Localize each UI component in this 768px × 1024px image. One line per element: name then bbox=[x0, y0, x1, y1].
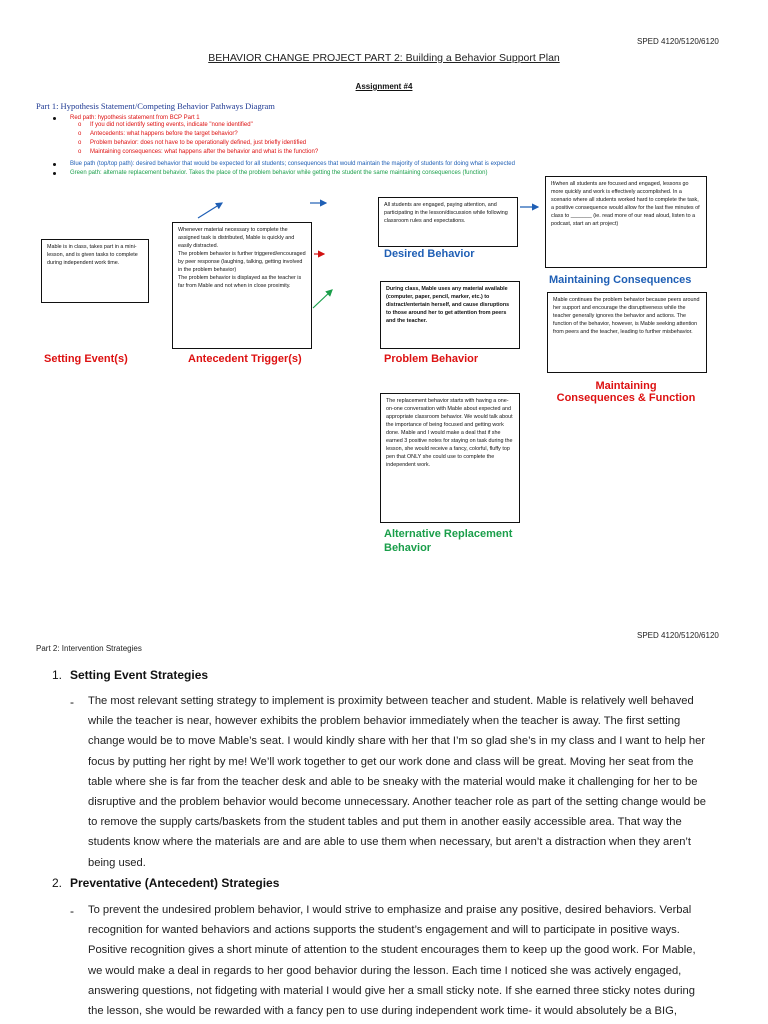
course-code: SPED 4120/5120/6120 bbox=[637, 37, 719, 46]
part2-heading: Part 2: Intervention Strategies bbox=[36, 644, 142, 653]
alternative-replacement-label: Alternative Replacement Behavior bbox=[384, 528, 513, 554]
maintaining-desired-box: If/when all students are focused and engaged, lessons go more quickly and work is effectively accomplished. In a scenario where all students worked hard to complete the task, a positive consequence would allow for the last five minutes of class to _______ (ie. read more of our read aloud, listen to a podcast, start an art project) bbox=[545, 176, 707, 268]
replacement-behavior-box: The replacement behavior starts with having a one-on-one conversation with Mable about expected and appropriate classroom behavior. We would talk about the importance of being focused and getting work done. Mable and I would make a deal that if she earned 3 positive notes for staying on task during the lesson, she would receive a fancy, colorful, fluffy top pen that ONLY she could use to complete the independent work. bbox=[380, 393, 520, 523]
bullet-text: Red path: hypothesis statement from BCP Part 1 bbox=[70, 115, 200, 121]
sub-bullet: o Problem behavior: does not have to be operationally defined, just briefly identified bbox=[78, 140, 307, 146]
green-arrow bbox=[313, 290, 332, 308]
blue-arrow-up bbox=[198, 203, 222, 218]
section-title-preventative: Preventative (Antecedent) Strategies bbox=[70, 876, 280, 890]
maintaining-function-label: Maintaining Consequences & Function bbox=[556, 380, 696, 404]
maintaining-problem-box: Mable continues the problem behavior because peers around her support and encourage the disruptiveness while the teacher generally ignores the behavior and actions. The function of the behavior, however, is Mable seeking attention from peers and the teacher, leading to further misbehavior. bbox=[547, 292, 707, 373]
desired-behavior-box: All students are engaged, paying attention, and participating in the lesson/discussion while following classroom rules and expectations. bbox=[378, 197, 518, 247]
bullet-text: Green path: alternate replacement behavior. Takes the place of the problem behavior while getting the student the same maintaining consequences (function) bbox=[70, 170, 488, 176]
page-title: BEHAVIOR CHANGE PROJECT PART 2: Building a Behavior Support Plan bbox=[208, 52, 560, 64]
sub-bullet: o Antecedents: what happens before the target behavior? bbox=[78, 131, 238, 137]
desired-behavior-label: Desired Behavior bbox=[384, 248, 475, 260]
part1-heading: Part 1: Hypothesis Statement/Competing Behavior Pathways Diagram bbox=[36, 101, 275, 111]
antecedent-label: Antecedent Trigger(s) bbox=[188, 353, 302, 365]
dash-marker: - bbox=[70, 904, 74, 918]
section-number: 1. bbox=[52, 668, 63, 682]
maintaining-consequences-label: Maintaining Consequences bbox=[549, 274, 692, 286]
problem-behavior-box: During class, Mable uses any material available (computer, paper, pencil, marker, etc.) to distract/entertain herself, and cause disruptions to those around her to get attention from peers and the teacher. bbox=[380, 281, 520, 349]
section-title-setting: Setting Event Strategies bbox=[70, 668, 209, 682]
antecedent-box: Whenever material necessary to complete the assigned task is distributed, Mable is quickly and easily distracted. The problem behavior is further triggered/encouraged by peer response (laughing, talking, getting involved in the problem behavior) The problem behavior is displayed as the teacher is far from Mable and not when in close proximity. bbox=[172, 222, 312, 349]
problem-behavior-label: Problem Behavior bbox=[384, 353, 479, 365]
setting-events-label: Setting Event(s) bbox=[44, 353, 128, 365]
setting-event-box: Mable is in class, takes part in a mini-lesson, and is given tasks to complete during independent work time. bbox=[41, 239, 149, 303]
setting-strategies-text: The most relevant setting strategy to implement is proximity between teacher and student. Mable is relatively well behaved while the teacher is near, however exhibits the problem behavior immediately when the teacher is away. The first setting change would be to move Mable’s seat. I would kindly share with her that I’m so glad she’s in my class and I want to help her focus by putting her right by me! We’ll work together to get our work done and class will be great. Moving her seat from the table where she is far from the teacher desk and able to be sneaky with the material would make it challenging for her to be disruptive and the problem behavior would become unnecessary. Another teacher role as part of the setting change would be to remove the supply carts/baskets from the student tables and put them in another easily accessible area. That way the students know where the materials are and are able to use them when necessary, but aren’t a distraction when they aren’t being used. bbox=[88, 695, 706, 869]
assignment-label: Assignment #4 bbox=[355, 82, 413, 91]
sub-bullet: o Maintaining consequences: what happens after the behavior and what is the function? bbox=[78, 149, 319, 155]
dash-marker: - bbox=[70, 695, 74, 709]
section-number: 2. bbox=[52, 876, 63, 890]
preventative-strategies-text: To prevent the undesired problem behavior, I would strive to emphasize and praise any positive, desired behaviors. Verbal recognition for wanted behaviors and actions supports the student’s engagement and will to participate in positive ways. Positive recognition gives a short minute of attention to the student encourages them to keep up the good work. For Mable, we would make a deal in regards to her good behavior during the lesson. Each time I noticed she was actively engaged, answering questions, not fidgeting with material I would give her a small sticky note. If she earned three sticky notes during the lesson, she would be rewarded with a fancy pen to use during independent work time- it would absolutely be a BIG, bbox=[88, 904, 696, 1018]
course-code-2: SPED 4120/5120/6120 bbox=[637, 631, 719, 640]
sub-bullet: o If you did not identify setting events, indicate "none identified" bbox=[78, 122, 253, 128]
bullet-text: Blue path (top/top path): desired behavior that would be expected for all students; consequences that would maintain the majority of students for doing what is expected bbox=[70, 161, 515, 167]
